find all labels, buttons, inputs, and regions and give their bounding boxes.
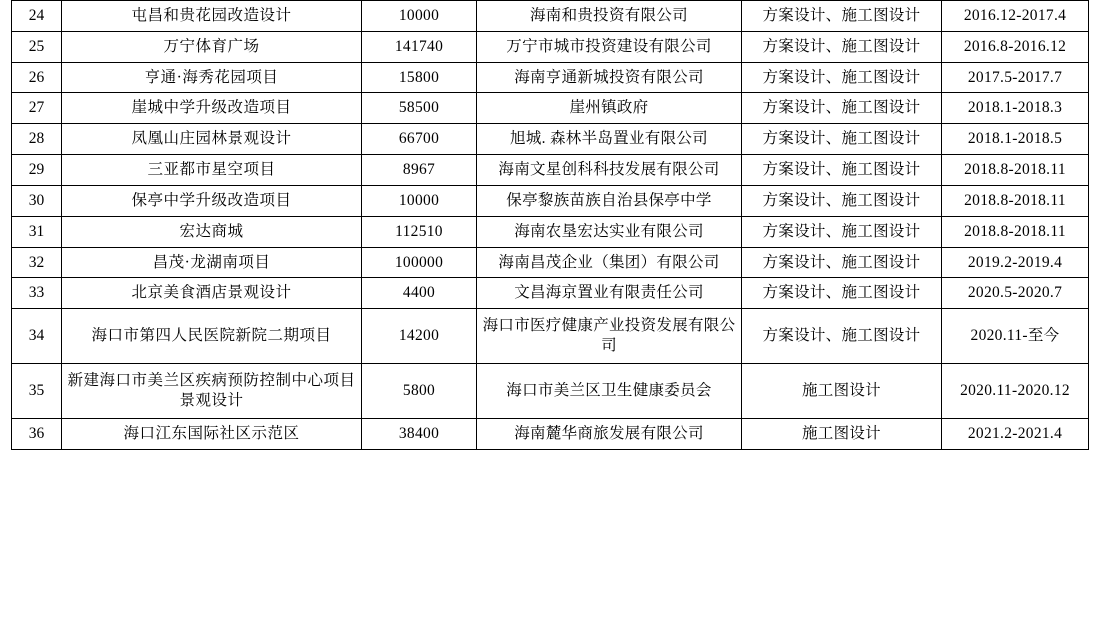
cell-scope: 方案设计、施工图设计 <box>742 1 942 32</box>
cell-owner: 万宁市城市投资建设有限公司 <box>477 31 742 62</box>
table-row <box>12 309 1089 364</box>
cell-index: 34 <box>12 309 62 364</box>
cell-owner: 文昌海京置业有限责任公司 <box>477 278 742 309</box>
table-row <box>12 124 1089 155</box>
cell-index: 29 <box>12 155 62 186</box>
cell-owner: 海南亨通新城投资有限公司 <box>477 62 742 93</box>
cell-period: 2018.1-2018.3 <box>942 93 1089 124</box>
table-row <box>12 155 1089 186</box>
cell-project-name: 万宁体育广场 <box>62 31 362 62</box>
cell-area: 8967 <box>362 155 477 186</box>
table-row <box>12 364 1089 419</box>
cell-index: 32 <box>12 247 62 278</box>
cell-index: 33 <box>12 278 62 309</box>
cell-scope: 方案设计、施工图设计 <box>742 155 942 186</box>
table-row <box>12 93 1089 124</box>
cell-scope: 方案设计、施工图设计 <box>742 124 942 155</box>
cell-scope: 方案设计、施工图设计 <box>742 31 942 62</box>
cell-scope: 方案设计、施工图设计 <box>742 278 942 309</box>
cell-index: 24 <box>12 1 62 32</box>
table-row <box>12 278 1089 309</box>
cell-area: 141740 <box>362 31 477 62</box>
cell-area: 112510 <box>362 216 477 247</box>
cell-area: 5800 <box>362 364 477 419</box>
table-row <box>12 216 1089 247</box>
cell-index: 25 <box>12 31 62 62</box>
table-body <box>12 1 1089 450</box>
cell-owner: 海南昌茂企业（集团）有限公司 <box>477 247 742 278</box>
table-row <box>12 247 1089 278</box>
table-row <box>12 185 1089 216</box>
cell-area: 100000 <box>362 247 477 278</box>
cell-index: 31 <box>12 216 62 247</box>
cell-scope: 方案设计、施工图设计 <box>742 93 942 124</box>
cell-index: 27 <box>12 93 62 124</box>
cell-owner: 海南农垦宏达实业有限公司 <box>477 216 742 247</box>
cell-period: 2018.1-2018.5 <box>942 124 1089 155</box>
cell-owner: 海口市美兰区卫生健康委员会 <box>477 364 742 419</box>
cell-index: 26 <box>12 62 62 93</box>
cell-project-name: 亨通·海秀花园项目 <box>62 62 362 93</box>
cell-project-name: 海口江东国际社区示范区 <box>62 419 362 450</box>
table-row <box>12 1 1089 32</box>
cell-area: 15800 <box>362 62 477 93</box>
cell-owner: 海口市医疗健康产业投资发展有限公司 <box>477 309 742 364</box>
cell-project-name: 昌茂·龙湖南项目 <box>62 247 362 278</box>
cell-index: 36 <box>12 419 62 450</box>
cell-area: 10000 <box>362 1 477 32</box>
cell-project-name: 三亚都市星空项目 <box>62 155 362 186</box>
cell-index: 30 <box>12 185 62 216</box>
cell-owner: 保亭黎族苗族自治县保亭中学 <box>477 185 742 216</box>
cell-owner: 海南麓华商旅发展有限公司 <box>477 419 742 450</box>
cell-owner: 海南和贵投资有限公司 <box>477 1 742 32</box>
cell-scope: 方案设计、施工图设计 <box>742 309 942 364</box>
cell-area: 38400 <box>362 419 477 450</box>
cell-period: 2016.12-2017.4 <box>942 1 1089 32</box>
table-row <box>12 62 1089 93</box>
cell-area: 10000 <box>362 185 477 216</box>
cell-index: 28 <box>12 124 62 155</box>
project-table <box>11 0 1089 450</box>
table-row <box>12 419 1089 450</box>
cell-scope: 施工图设计 <box>742 364 942 419</box>
cell-period: 2018.8-2018.11 <box>942 185 1089 216</box>
cell-project-name: 屯昌和贵花园改造设计 <box>62 1 362 32</box>
cell-project-name: 海口市第四人民医院新院二期项目 <box>62 309 362 364</box>
cell-period: 2018.8-2018.11 <box>942 216 1089 247</box>
cell-period: 2019.2-2019.4 <box>942 247 1089 278</box>
cell-period: 2017.5-2017.7 <box>942 62 1089 93</box>
cell-period: 2020.11-至今 <box>942 309 1089 364</box>
cell-project-name: 崖城中学升级改造项目 <box>62 93 362 124</box>
cell-period: 2021.2-2021.4 <box>942 419 1089 450</box>
cell-project-name: 凤凰山庄园林景观设计 <box>62 124 362 155</box>
cell-area: 4400 <box>362 278 477 309</box>
table-row <box>12 31 1089 62</box>
cell-period: 2016.8-2016.12 <box>942 31 1089 62</box>
cell-scope: 方案设计、施工图设计 <box>742 216 942 247</box>
cell-owner: 崖州镇政府 <box>477 93 742 124</box>
cell-area: 66700 <box>362 124 477 155</box>
cell-scope: 施工图设计 <box>742 419 942 450</box>
cell-period: 2020.11-2020.12 <box>942 364 1089 419</box>
cell-owner: 海南文星创科科技发展有限公司 <box>477 155 742 186</box>
cell-scope: 方案设计、施工图设计 <box>742 247 942 278</box>
cell-area: 58500 <box>362 93 477 124</box>
cell-project-name: 宏达商城 <box>62 216 362 247</box>
cell-project-name: 北京美食酒店景观设计 <box>62 278 362 309</box>
cell-project-name: 保亭中学升级改造项目 <box>62 185 362 216</box>
cell-area: 14200 <box>362 309 477 364</box>
cell-scope: 方案设计、施工图设计 <box>742 62 942 93</box>
cell-project-name: 新建海口市美兰区疾病预防控制中心项目景观设计 <box>62 364 362 419</box>
cell-period: 2018.8-2018.11 <box>942 155 1089 186</box>
cell-index: 35 <box>12 364 62 419</box>
cell-owner: 旭城. 森林半岛置业有限公司 <box>477 124 742 155</box>
cell-period: 2020.5-2020.7 <box>942 278 1089 309</box>
cell-scope: 方案设计、施工图设计 <box>742 185 942 216</box>
